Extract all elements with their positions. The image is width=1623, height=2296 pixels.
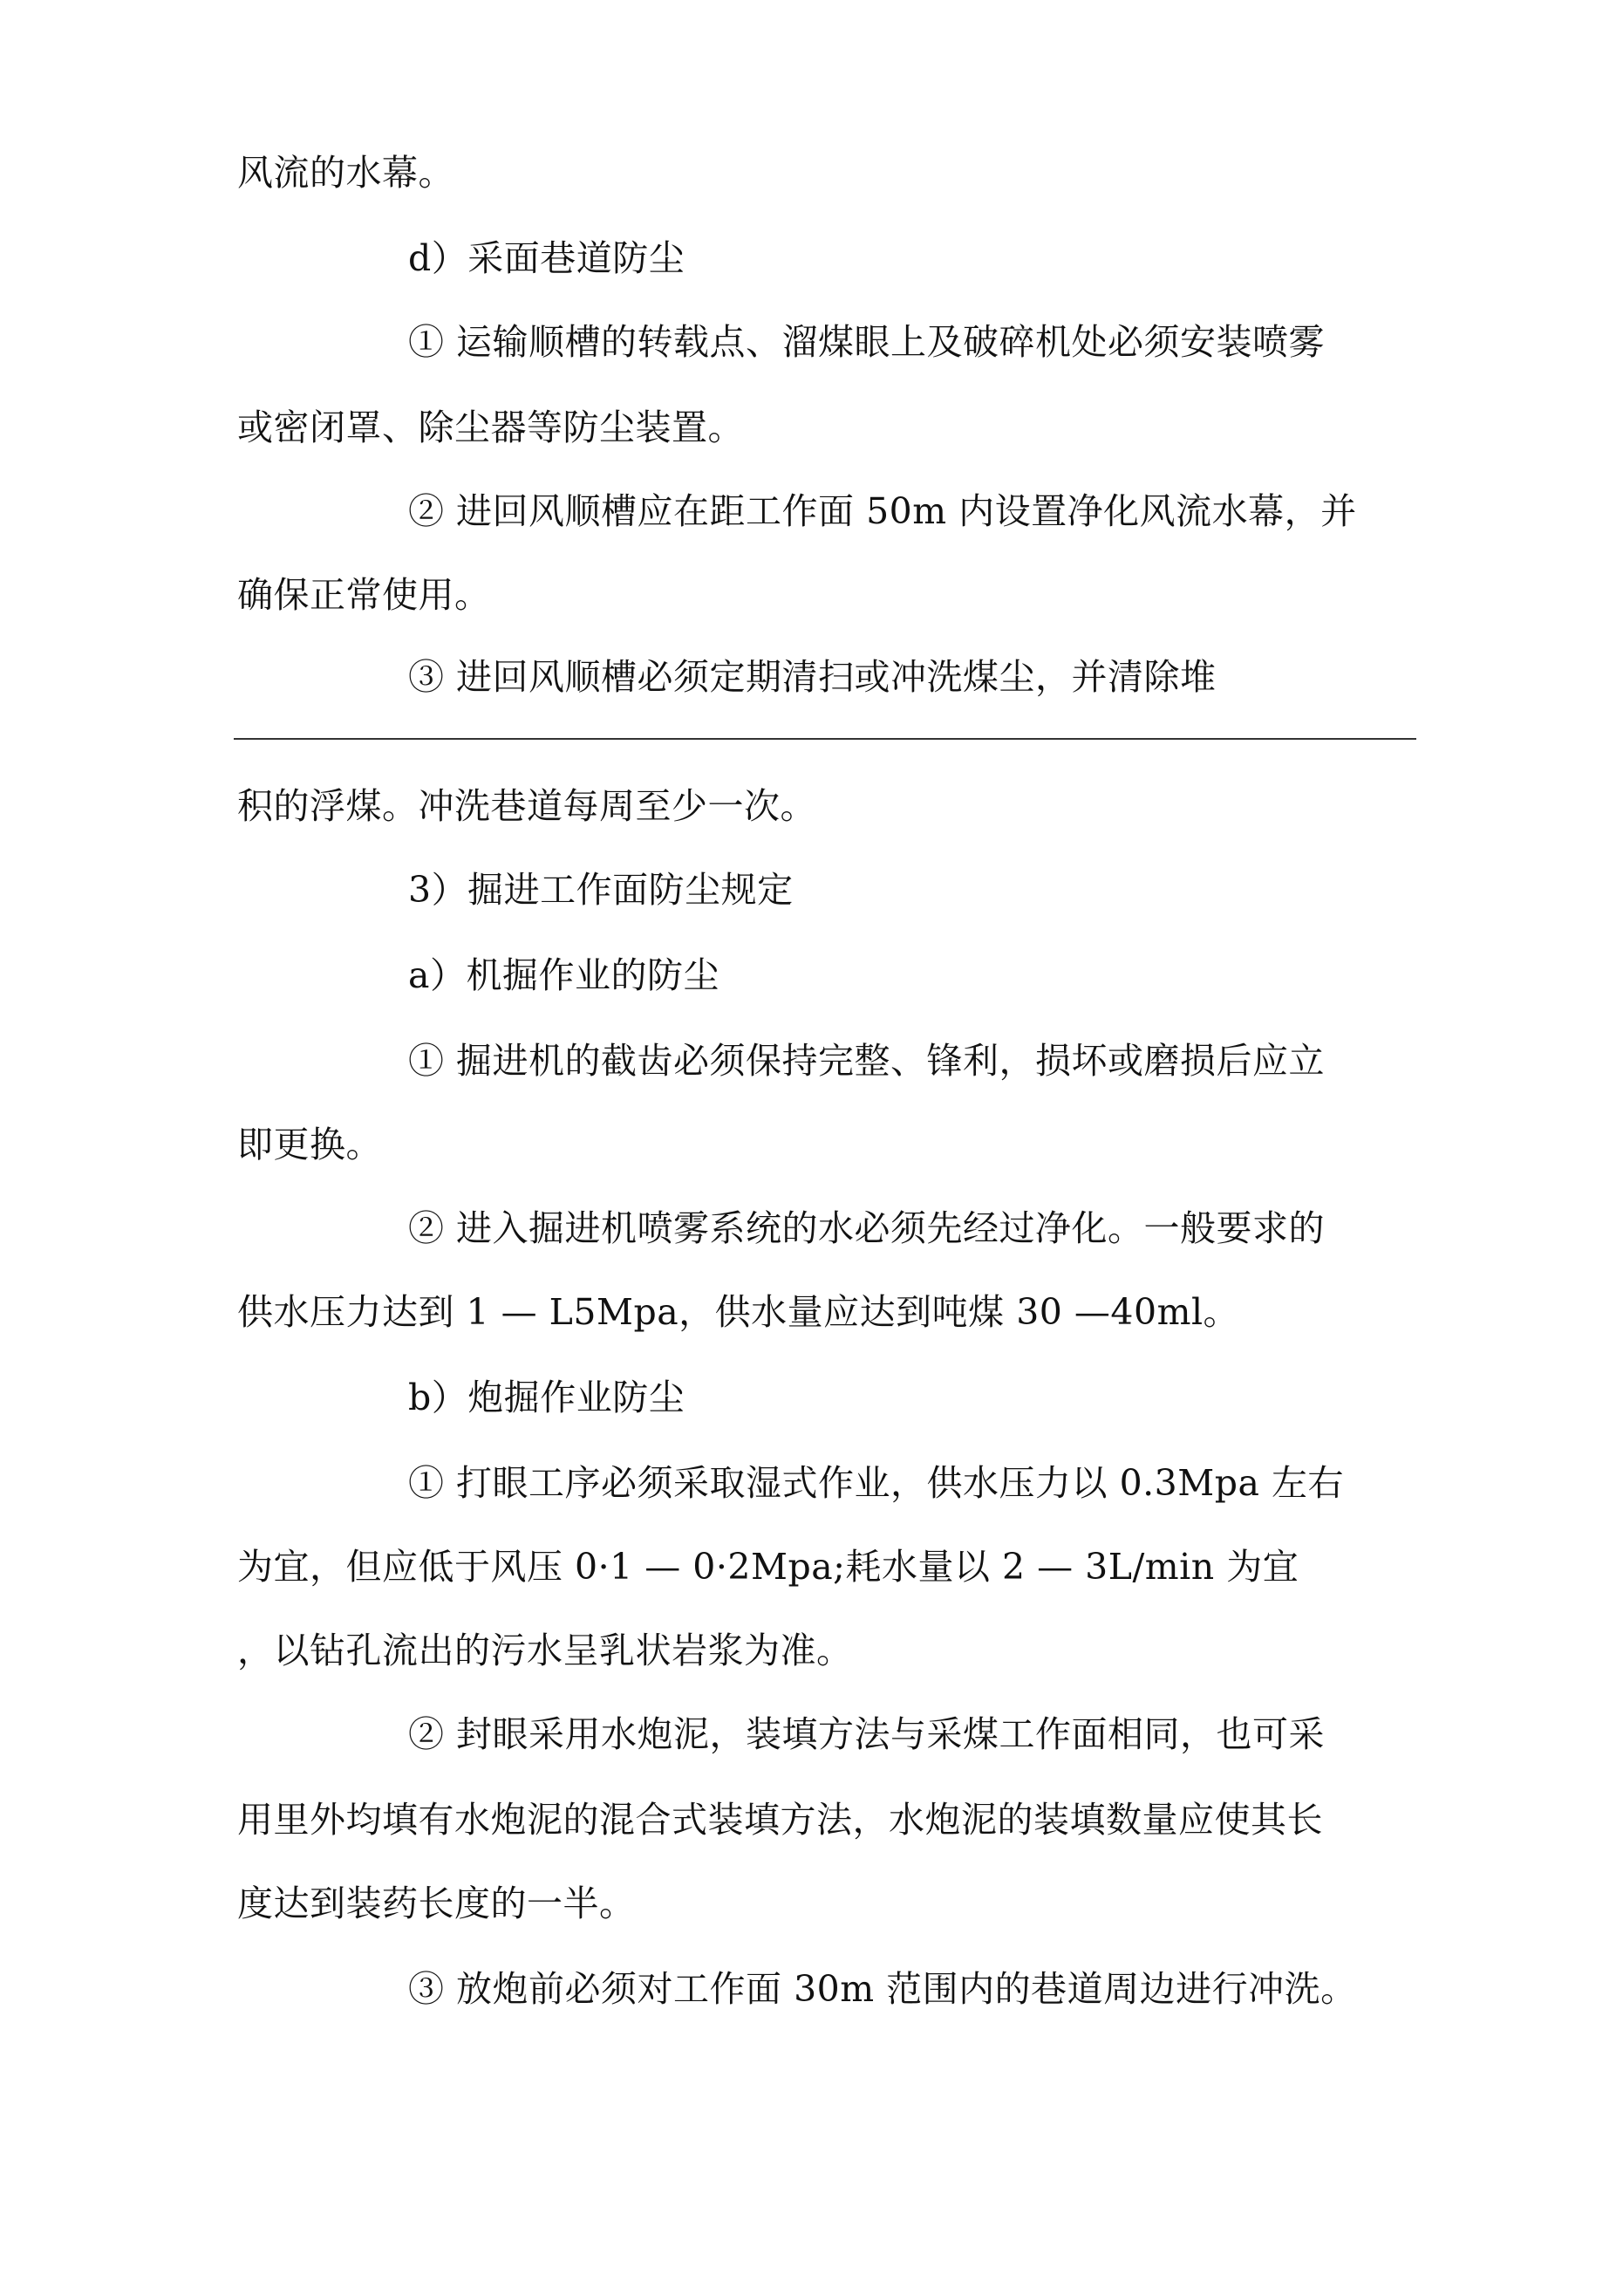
section-heading-b: b）炮掘作业防尘 [408, 1377, 685, 1418]
text-line-8: 积的浮煤。冲洗巷道每周至少一次。 [237, 785, 816, 827]
text-line-7: ③ 进回风顺槽必须定期清扫或冲洗煤尘，并清除堆 [408, 656, 1217, 698]
text-line-21: 度达到装药长度的一半。 [237, 1883, 636, 1924]
text-line-4: 或密闭罩、除尘器等防尘装置。 [237, 407, 744, 448]
text-line-5: ② 进回风顺槽应在距工作面 50m 内设置净化风流水幕，并 [408, 490, 1357, 532]
text-line-1: 风流的水幕。 [237, 152, 454, 194]
text-line-20: 用里外均填有水炮泥的混合式装填方法，水炮泥的装填数量应使其长 [237, 1799, 1323, 1841]
text-line-18: ，以钻孔流出的污水呈乳状岩浆为准。 [237, 1630, 853, 1671]
text-line-3: ① 运输顺槽的转载点、溜煤眼上及破碎机处必须安装喷雾 [408, 321, 1326, 363]
section-heading-3: 3）掘进工作面防尘规定 [408, 869, 794, 911]
text-line-19: ② 封眼采用水炮泥，装填方法与采煤工作面相同，也可采 [408, 1713, 1326, 1755]
section-heading-a: a）机掘作业的防尘 [408, 954, 719, 996]
text-line-16: ① 打眼工序必须采取湿式作业，供水压力以 0.3Mpa 左右 [408, 1462, 1344, 1504]
text-line-12: 即更换。 [237, 1124, 382, 1165]
text-line-22: ③ 放炮前必须对工作面 30m 范围内的巷道周边进行冲洗。 [408, 1968, 1357, 2010]
text-line-13: ② 进入掘进机喷雾系统的水必须先经过净化。一般要求的 [408, 1207, 1326, 1249]
section-heading-d: d）采面巷道防尘 [408, 237, 685, 279]
text-line-17: 为宜，但应低于风压 0·1 — 0·2Mpa;耗水量以 2 — 3L/min 为宜 [237, 1546, 1299, 1588]
page-divider [234, 738, 1416, 740]
text-line-14: 供水压力达到 1 — L5Mpa，供水量应达到吨煤 30 —40ml。 [237, 1291, 1240, 1333]
text-line-6: 确保正常使用。 [237, 574, 491, 616]
text-line-11: ① 掘进机的截齿必须保持完整、锋利，损坏或磨损后应立 [408, 1040, 1326, 1082]
